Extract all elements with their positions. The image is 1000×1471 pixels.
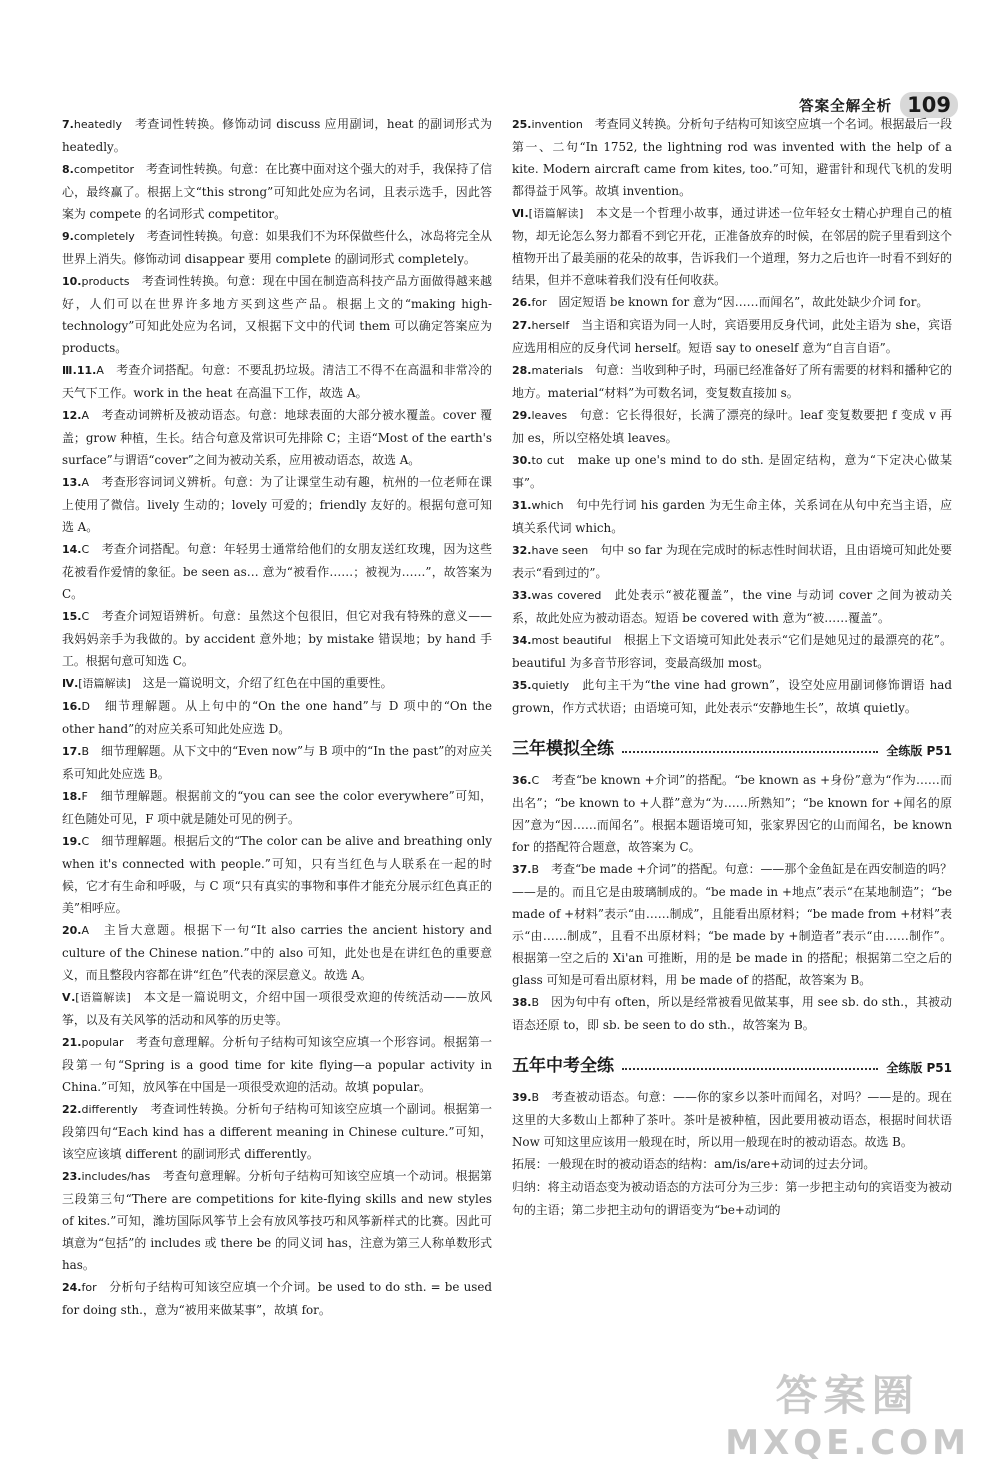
entry-number: 21.: [62, 1036, 82, 1049]
entry-number: 8.: [62, 163, 74, 176]
entry-answer: quietly: [531, 679, 570, 692]
entry-answer: C: [81, 610, 90, 623]
entry-number: 28.: [512, 364, 532, 377]
entry-answer: B: [81, 745, 90, 758]
entry-number: 23.: [62, 1170, 82, 1183]
answer-entry: [62, 1276, 492, 1321]
answer-entry: [512, 858, 952, 991]
answer-entry: [512, 991, 952, 1036]
entry-explanation: 考查动词辨析及被动语态。句意：地球表面的大部分被水覆盖。cover 覆盖；grow 种植，生长。结合句意及常识可先排除 C；主语“Most of the earth's surface”与谓语“cover”之间为被动关系，应用被动语态，故选 A。: [62, 408, 492, 467]
entry-explanation: 考查同义转换。分析句子结构可知该空应填一个名词。根据最后一段第一、二句“In 1752, the lightning rod was invented with the help of a kite. Modern aircraft came from kites, too.”可知，避雷针和现代飞机的发明都得益于风筝。故填 invention。: [512, 117, 952, 198]
entry-explanation: 考查句意理解。分析句子结构可知该空应填一个形容词。根据第一段第一句“Spring is a good time for kite flying—a popular activity in China.”可知，放风筝在中国是一项很受欢迎的活动。故填 popular。: [62, 1035, 492, 1094]
entry-explanation: 考查被动语态。句意：——你的家乡以茶叶而闻名，对吗？——是的。现在这里的大多数山上都种了茶叶。茶叶是被种植，因此要用被动语态，根据时间状语 Now 可知这里应该用一般现在时，所以用一般现在时的被动语态。故选 B。: [512, 1090, 952, 1149]
answer-entry: [512, 202, 952, 291]
entry-answer: to cut: [531, 454, 565, 467]
entry-answer: popular: [81, 1036, 124, 1049]
entry-number: 12.: [62, 409, 82, 422]
answer-entry: [62, 404, 492, 471]
entry-answer: C: [81, 835, 90, 848]
entry-answer: C: [81, 543, 90, 556]
section-header-five-year: [512, 1050, 952, 1076]
entry-explanation: 考查“be made +介词”的搭配。句意：——那个金鱼缸是在西安制造的吗？——是的。而且它是由玻璃制成的。“be made in +地点”表示“在某地制造”；“be made of +材料”表示“由……制成”，且能看出原材料；“be made from +材料”表示“由……制成”，且看不出原材料；“be made by +制造者”表示“由……制作”。根据第一空之后的 Xi'an 可推断，用的是 be made in 的搭配；根据第二空之后的 glass 可知是可看出原材料，用 be made of 的搭配，故答案为 B。: [512, 862, 952, 987]
section-header-three-year: [512, 733, 952, 759]
entry-number: Ⅲ.11.: [62, 364, 97, 377]
answer-entry: [62, 359, 492, 404]
page-number: 109: [900, 92, 958, 118]
answer-entry: [512, 769, 952, 858]
entry-explanation: 这是一篇说明文，介绍了红色在中国的重要性。: [130, 676, 393, 690]
right-bottom-entries: [512, 1086, 952, 1221]
entry-answer: A: [81, 924, 90, 937]
entry-number: 32.: [512, 544, 532, 557]
entry-explanation: 归纳：将主动语态变为被动语态的方法可分为三步：第一步把主动句的宾语变为被动句的主语；第二步把主动句的谓语变为“be+动词的: [512, 1180, 952, 1217]
entry-explanation: 句中 so far 为现在完成时的标志性时间状语，且由语境可知此处要表示“看到过的”。: [512, 543, 952, 580]
entry-explanation: 固定短语 be known for 意为“因……而闻名”，故此处缺少介词 for。: [546, 295, 929, 309]
entry-explanation: 句中先行词 his garden 为无生命主体，关系词在从句中充当主语，应填关系代词 which。: [512, 498, 952, 535]
entry-explanation: 此句主干为“the vine had grown”，设空处应用副词修饰谓语 had grown，作方式状语；由语境可知，此处表示“安静地生长”，故填 quietly。: [512, 678, 952, 715]
watermark-logo: [725, 1363, 970, 1463]
answer-entry: [512, 674, 952, 719]
answer-entry: [62, 785, 492, 830]
answer-entry: [512, 113, 952, 202]
entry-answer: B: [531, 996, 540, 1009]
answer-entry: [62, 113, 492, 158]
entry-explanation: 句意：当收到种子时，玛丽已经准备好了所有需要的材料和播种它的地方。material“材料”为可数名词，变复数直接加 s。: [512, 363, 952, 400]
entry-explanation: make up one's mind to do sth. 是固定结构，意为“下定决心做某事”。: [512, 453, 953, 490]
section-title: 五年中考全练: [512, 1056, 614, 1076]
entry-number: 20.: [62, 924, 82, 937]
entry-explanation: 本文是一个哲理小故事，通过讲述一位年轻女士精心护理自己的植物，却无论怎么努力都看不到它开花，正准备放弃的时候，在邻居的院子里看到这个植物开出了最美丽的花朵的故事，告诉我们一个道理，努力之后也许一时看不到好的结果，但并不意味着我们没有任何收获。: [512, 206, 952, 287]
entry-explanation: 细节理解题。根据前文的“you can see the color everywhere”可知，红色随处可见，F 项中就是随处可见的例子。: [62, 789, 492, 826]
entry-answer: materials: [531, 364, 584, 377]
entry-number: 33.: [512, 589, 532, 602]
answer-entry: [62, 986, 492, 1031]
entry-explanation: 句意：它长得很好，长满了漂亮的绿叶。leaf 变复数要把 f 变成 v 再加 es，所以空格处填 leaves。: [512, 408, 952, 445]
entry-number: 26.: [512, 296, 532, 309]
answer-entry: [62, 919, 492, 986]
answer-entry: [512, 1176, 952, 1221]
entry-answer: B: [531, 863, 540, 876]
answer-entry: [512, 539, 952, 584]
entry-explanation: 拓展：一般现在时的被动语态的结构：am/is/are+动词的过去分词。: [512, 1157, 876, 1171]
entry-explanation: 细节理解题。从下文中的“Even now”与 B 项中的“In the past”的对应关系可知此处应选 B。: [62, 744, 492, 781]
entry-number: 16.: [62, 700, 82, 713]
answer-entry: [62, 695, 492, 740]
entry-explanation: 当主语和宾语为同一人时，宾语要用反身代词，此处主语为 she，宾语应选用相应的反身代词 herself。短语 say to oneself 意为“自言自语”。: [512, 318, 952, 355]
answer-entry: [62, 672, 492, 695]
entry-answer: herself: [531, 319, 570, 332]
entry-explanation: 因为句中有 often，所以是经常被看见做某事，用 see sb. do sth.，其被动语态还原 to，即 sb. be seen to do sth.，故答案为 B。: [512, 995, 952, 1032]
answer-entry: [512, 291, 952, 314]
answer-entry: [512, 494, 952, 539]
section-ref: 全练版 P51: [886, 744, 952, 758]
entry-number: 7.: [62, 118, 74, 131]
entry-explanation: 细节理解题。根据后文的“The color can be alive and breathing only when it's connected with people.”可知，只有当红色与人联系在一起的时候，它才有生命和呼吸，与 C 项“只有真实的事物和事件才能充分展示红色真正的美”相呼应。: [62, 834, 492, 915]
entry-answer: [语篇解读]: [75, 991, 131, 1004]
entry-explanation: 考查句意理解。分析句子结构可知该空应填一个动词。根据第三段第三句“There are competitions for kite-flying skills and new styles of kites.”可知，潍坊国际风筝节上会有放风筝技巧和风筝新样式的比赛。因此可填意为“包括”的 includes 或 there be 的同义词 has，注意为第三人称单数形式 has。: [62, 1169, 492, 1272]
section-ref: 全练版 P51: [886, 1061, 952, 1075]
entry-explanation: 本文是一篇说明文，介绍中国一项很受欢迎的传统活动——放风筝，以及有关风筝的活动和风筝的历史等。: [62, 990, 492, 1027]
entry-explanation: 考查词性转换。句意：在比赛中面对这个强大的对手，我保持了信心，最终赢了。根据上文“this strong”可知此处应为名词，且表示选手，因此答案为 compete 的名词形式 competitor。: [62, 162, 492, 221]
answer-entry: [62, 740, 492, 785]
answer-entry: [62, 605, 492, 672]
section-title: 三年模拟全练: [512, 739, 614, 759]
answer-entry: [512, 404, 952, 449]
answer-entry: [62, 158, 492, 225]
entry-answer: invention: [531, 118, 583, 131]
entry-answer: heatedly: [73, 118, 122, 131]
answer-entry: [62, 471, 492, 538]
entry-explanation: 考查词性转换。分析句子结构可知该空应填一个副词。根据第一段第四句“Each kind has a different meaning in Chinese culture.”可知，该空应该填 different 的副词形式 differently。: [62, 1102, 492, 1161]
entry-number: 14.: [62, 543, 82, 556]
entry-answer: C: [531, 774, 540, 787]
entry-answer: have seen: [531, 544, 589, 557]
entry-answer: products: [81, 275, 130, 288]
answer-entry: [62, 538, 492, 605]
entry-number: 31.: [512, 499, 532, 512]
entry-explanation: 考查介词短语辨析。句意：虽然这个包很旧，但它对我有特殊的意义——我妈妈亲手为我做的。by accident 意外地；by mistake 错误地；by hand 手工。根据句意可知选 C。: [62, 609, 492, 668]
entry-number: 36.: [512, 774, 532, 787]
entry-answer: leaves: [531, 409, 568, 422]
answer-entry: [512, 314, 952, 359]
entry-answer: includes/has: [81, 1170, 151, 1183]
entry-number: 27.: [512, 319, 532, 332]
answer-entry: [62, 225, 492, 270]
entry-answer: [语篇解读]: [528, 207, 584, 220]
answer-entry: [62, 1031, 492, 1098]
entry-explanation: 分析句子结构可知该空应填一个介词。be used to do sth. = be used for doing sth.，意为“被用来做某事”，故填 for。: [62, 1280, 492, 1317]
entry-answer: was covered: [531, 589, 602, 602]
watermark-top: 答案圈: [775, 1371, 920, 1420]
answer-entry: [62, 1098, 492, 1165]
entry-answer: for: [531, 296, 547, 309]
entry-number: Ⅴ.: [62, 991, 76, 1004]
entry-answer: B: [531, 1091, 540, 1104]
entry-answer: A: [81, 476, 90, 489]
answer-entry: [512, 449, 952, 494]
entry-number: 9.: [62, 230, 74, 243]
right-top-entries: [512, 113, 952, 719]
answer-entry: [512, 1086, 952, 1153]
answer-entry: [512, 359, 952, 404]
entry-explanation: 此处表示“被花覆盖”，the vine 与动词 cover 之间为被动关系，故此处应为被动语态。短语 be covered with 意为“被……覆盖”。: [512, 588, 952, 625]
entry-answer: competitor: [73, 163, 135, 176]
entry-answer: [语篇解读]: [78, 677, 131, 690]
entry-number: Ⅳ.: [62, 677, 79, 690]
entry-explanation: 考查词性转换。句意：如果我们不为环保做些什么，冰岛将完全从世界上消失。修饰动词 disappear 要用 complete 的副词形式 completely。: [62, 229, 492, 266]
entry-explanation: 细节理解题。从上句中的“On the one hand”与 D 项中的“On the other hand”的对应关系可知此处应选 D。: [62, 699, 492, 736]
entry-number: 22.: [62, 1103, 82, 1116]
entry-number: 25.: [512, 118, 532, 131]
entry-answer: completely: [73, 230, 135, 243]
entry-answer: which: [531, 499, 564, 512]
left-column: [62, 113, 492, 1321]
entry-number: 37.: [512, 863, 532, 876]
entry-number: 34.: [512, 634, 532, 647]
answer-entry: [512, 629, 952, 674]
dotted-leader: [622, 1068, 878, 1070]
right-mid-entries: [512, 769, 952, 1036]
entry-answer: A: [81, 409, 90, 422]
entry-answer: most beautiful: [531, 634, 612, 647]
entry-number: 17.: [62, 745, 82, 758]
entry-number: 10.: [62, 275, 82, 288]
entry-number: 39.: [512, 1091, 532, 1104]
entry-explanation: 考查介词搭配。句意：年轻男士通常给他们的女朋友送红玫瑰，因为这些花被看作爱情的象征。be seen as… 意为“被看作……；被视为……”，故答案为 C。: [62, 542, 492, 601]
watermark-bottom: MXQE.COM: [725, 1423, 970, 1463]
answer-entry: [512, 584, 952, 629]
right-column: [512, 113, 952, 1221]
entry-number: Ⅵ.: [512, 207, 529, 220]
entry-number: 19.: [62, 835, 82, 848]
entry-explanation: 考查词性转换。句意：现在中国在制造高科技产品方面做得越来越好，人们可以在世界许多地方买到这些产品。根据上文的“making high-technology”可知此处应为名词，又根据下文中的代词 them 可以确定答案应为 products。: [62, 274, 492, 355]
entry-number: 24.: [62, 1281, 82, 1294]
answer-entry: [62, 270, 492, 359]
answer-entry: [62, 1165, 492, 1276]
entry-number: 30.: [512, 454, 532, 467]
entry-number: 15.: [62, 610, 82, 623]
entry-answer: A: [96, 364, 104, 377]
answer-entry: [512, 1153, 952, 1176]
entry-answer: for: [81, 1281, 97, 1294]
header-title: 答案全解全析: [799, 98, 893, 115]
entry-number: 13.: [62, 476, 82, 489]
entry-number: 35.: [512, 679, 532, 692]
entry-answer: differently: [81, 1103, 138, 1116]
entry-explanation: 主旨大意题。根据下一句“It also carries the ancient history and culture of the Chinese nation.”中的 also 可知，此处也是在讲红色的重要意义，而且整段内容都在讲“红色”代表的深层意义。故选 A。: [62, 923, 492, 982]
entry-explanation: 考查介词搭配。句意：不要乱扔垃圾。清洁工不得不在高温和非常冷的天气下工作。work in the heat 在高温下工作，故选 A。: [62, 363, 492, 400]
answer-entry: [62, 830, 492, 919]
entry-number: 29.: [512, 409, 532, 422]
entry-explanation: 根据上下文语境可知此处表示“它们是她见过的最漂亮的花”。beautiful 为多音节形容词，变最高级加 most。: [512, 633, 953, 670]
entry-explanation: 考查词性转换。修饰动词 discuss 应用副词，heat 的副词形式为 heatedly。: [62, 117, 492, 154]
entry-answer: D: [81, 700, 90, 713]
entry-explanation: 考查形容词词义辨析。句意：为了让课堂生动有趣，杭州的一位老师在课上使用了微信。lively 生动的；lovely 可爱的；friendly 友好的。根据句意可知选 A。: [62, 475, 492, 534]
entry-explanation: 考查“be known +介词”的搭配。“be known as +身份”意为“作为……而出名”；“be known to +人群”意为“为……所熟知”；“be known for +闻名的原因”意为“因……而闻名”。根据本题语境可知，张家界因它的山而闻名，be known for 的搭配符合题意，故答案为 C。: [512, 773, 952, 854]
entry-answer: F: [81, 790, 88, 803]
entry-number: 18.: [62, 790, 82, 803]
dotted-leader: [622, 751, 878, 753]
entry-number: 38.: [512, 996, 532, 1009]
